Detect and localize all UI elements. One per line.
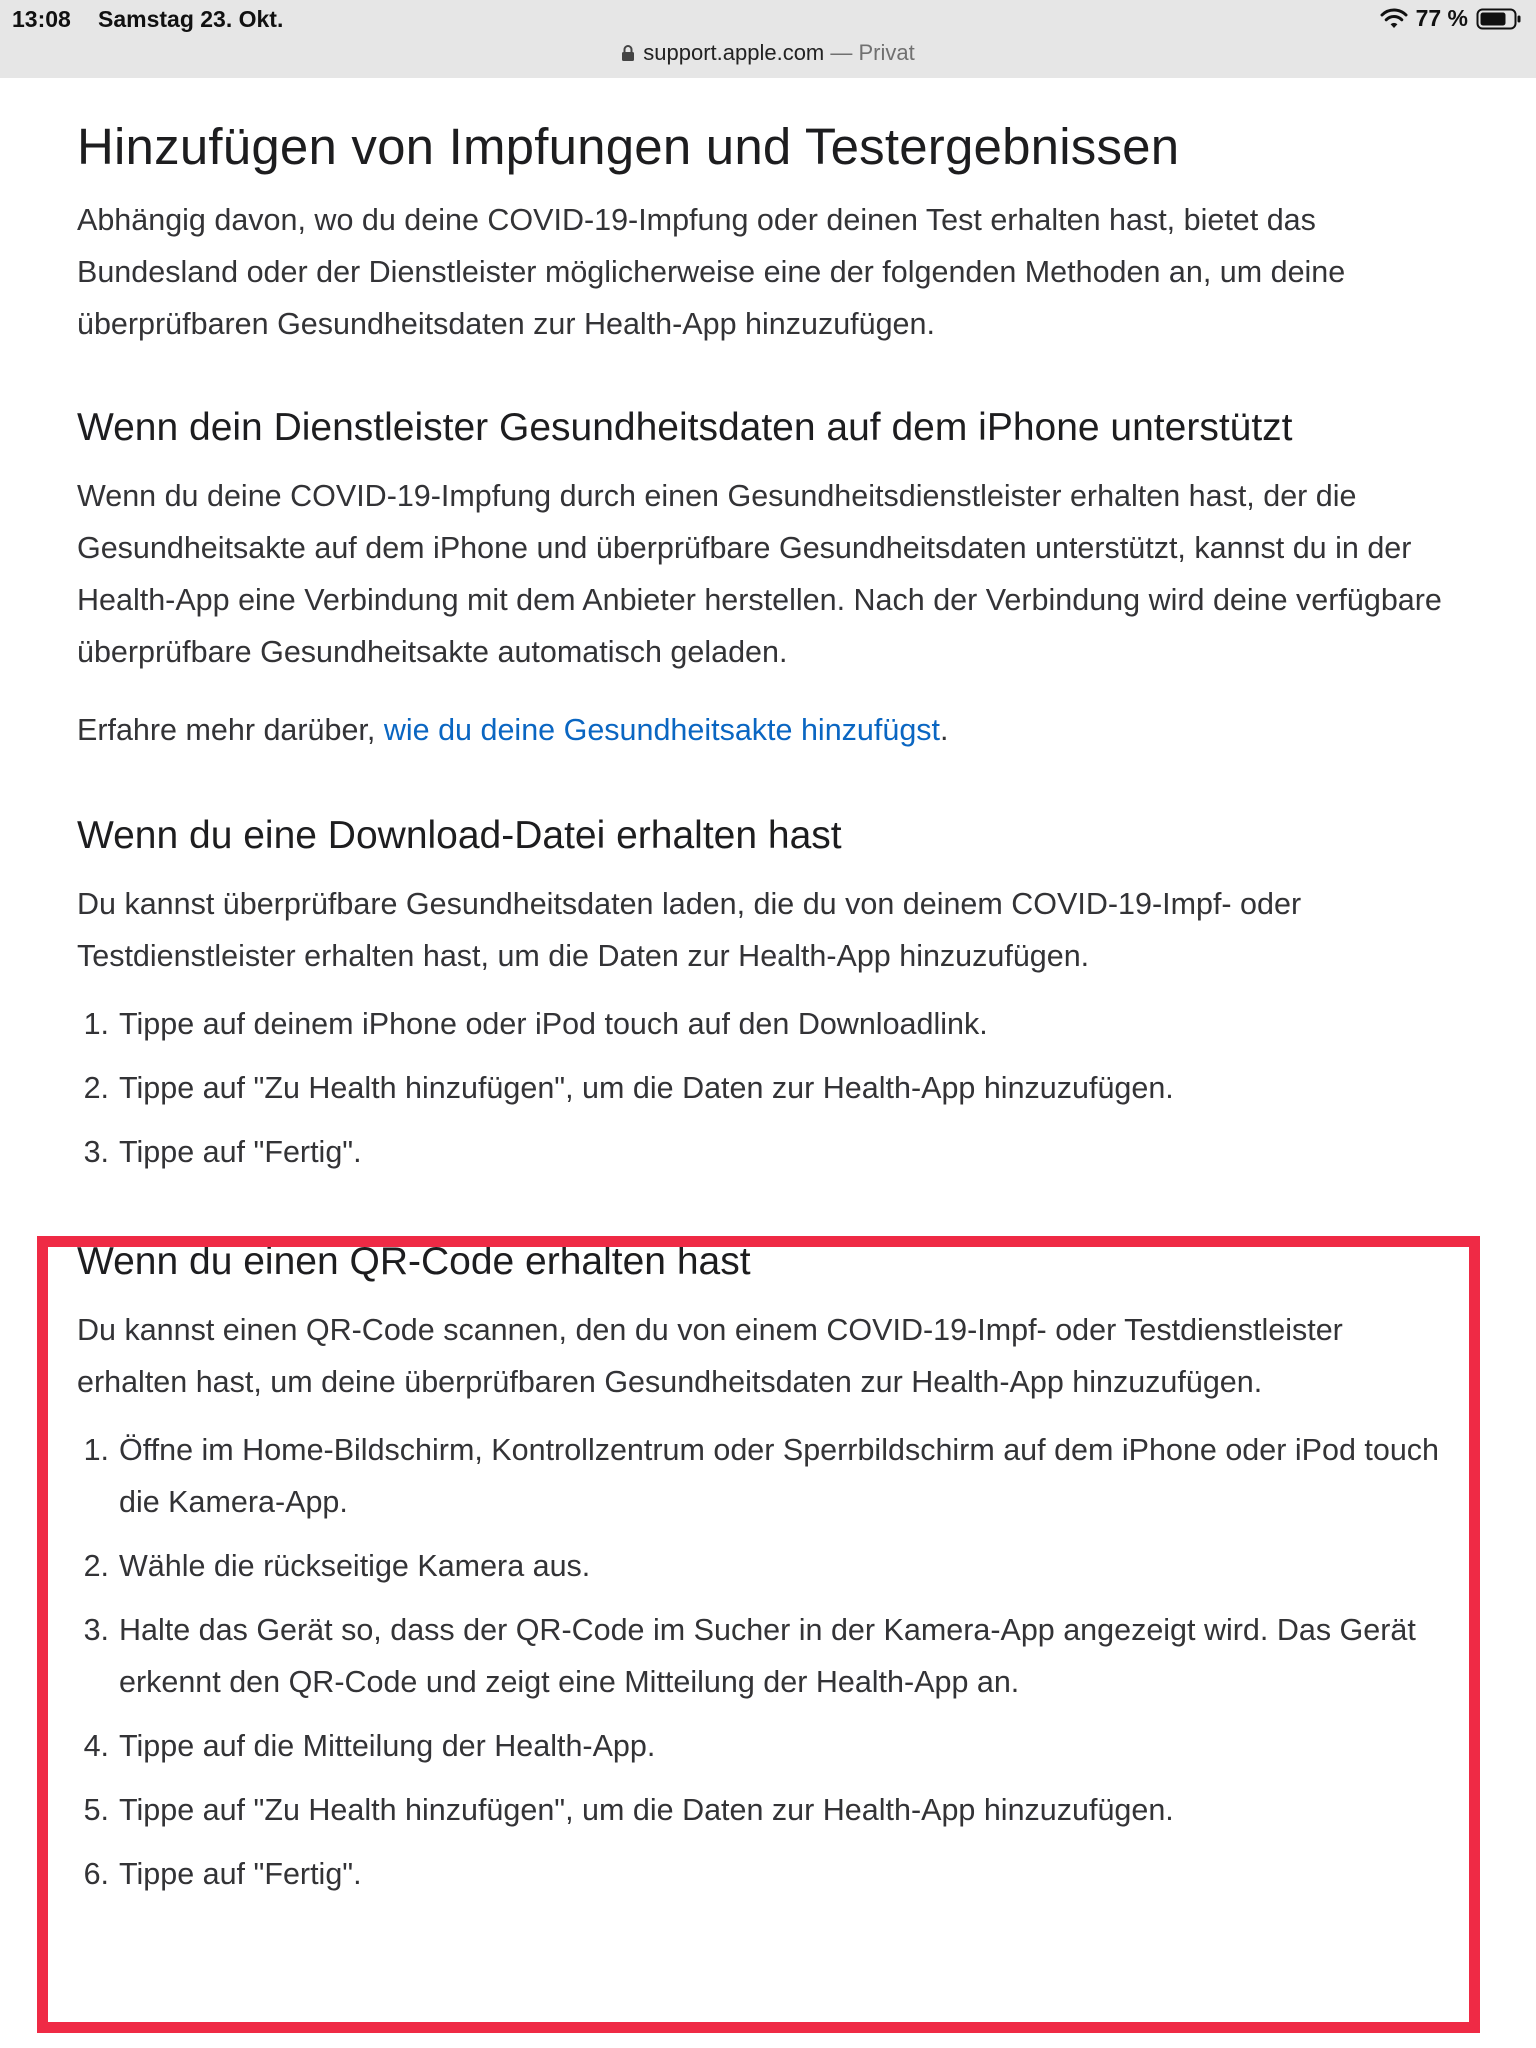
status-time: 13:08 [12,6,71,32]
intro-paragraph: Abhängig davon, wo du deine COVID-19-Impfung oder deinen Test erhalten hast, bietet das Bundesland oder der Dienstleister möglicherweise eine der folgenden Methoden an, um deine überprüfbaren Gesundheitsdaten zur Health-App hinzuzufügen. [77,203,1346,341]
wifi-icon [1380,8,1408,30]
status-indicators [1380,5,1522,32]
section-heading-provider: Wenn dein Dienstleister Gesundheitsdaten auf dem iPhone unterstützt [77,406,1293,449]
list-item: 4. Tippe auf die Mitteilung der Health-App. [83,1729,656,1763]
battery-percentage: 77 % [1415,5,1468,31]
health-records-link[interactable]: wie du deine Gesundheitsakte hinzufügst [383,713,941,747]
list-item: 3. Tippe auf "Fertig". [83,1135,362,1169]
status-date: Samstag 23. Okt. [98,6,284,32]
list-item: 1. Öffne im Home-Bildschirm, Kontrollzentrum oder Sperrbildschirm auf dem iPhone oder iPod touch die Kamera-App. [83,1433,1439,1519]
list-item: 3. Halte das Gerät so, dass der QR-Code im Sucher in der Kamera-App angezeigt wird. Das Gerät erkennt den QR-Code und zeigt eine Mitteilung der Health-App an. [83,1613,1416,1699]
section-download-paragraph: Du kannst überprüfbare Gesundheitsdaten laden, die du von deinem COVID-19-Impf- oder Testdienstleister erhalten hast, um die Daten zur Health-App hinzuzufügen. [77,887,1302,973]
page-title: Hinzufügen von Impfungen und Testergebnissen [77,118,1180,175]
qr-section-highlight [37,1236,1480,2033]
learn-more-paragraph [77,704,1457,756]
section-heading-download: Wenn du eine Download-Datei erhalten hast [77,814,842,857]
section-qr-paragraph: Du kannst einen QR-Code scannen, den du von einem COVID-19-Impf- oder Testdienstleister erhalten hast, um deine überprüfbaren Gesundheitsdaten zur Health-App hinzuzufügen. [77,1313,1343,1399]
learn-more-prefix: Erfahre mehr darüber, [77,713,384,747]
list-item: 2. Tippe auf "Zu Health hinzufügen", um die Daten zur Health-App hinzuzufügen. [83,1071,1174,1105]
section-provider-paragraph: Wenn du deine COVID-19-Impfung durch einen Gesundheitsdienstleister erhalten hast, der die Gesundheitsakte auf dem iPhone und überprüfbare Gesundheitsdaten unterstützt, kannst du in der Health-App eine Verbindung mit dem Anbieter herstellen. Nach der Verbindung wird deine verfügbare überprüfbare Gesundheitsakte automatisch geladen. [77,479,1442,669]
list-item: 2. Wähle die rückseitige Kamera aus. [83,1549,591,1583]
lock-icon [621,42,635,68]
learn-more-suffix: . [940,713,949,747]
download-steps-list [77,998,1457,1178]
list-item: 5. Tippe auf "Zu Health hinzufügen", um die Daten zur Health-App hinzuzufügen. [83,1793,1174,1827]
battery-icon [1476,8,1522,30]
browser-status-bar [0,0,1536,78]
section-heading-qr-code: Wenn du einen QR-Code erhalten hast [77,1240,751,1283]
address-bar[interactable] [0,40,1536,68]
address-domain: support.apple.com [643,40,825,65]
private-mode-label: — Privat [824,40,915,65]
list-item: 6. Tippe auf "Fertig". [83,1857,362,1891]
list-item: 1. Tippe auf deinem iPhone oder iPod touch auf den Downloadlink. [83,1007,988,1041]
